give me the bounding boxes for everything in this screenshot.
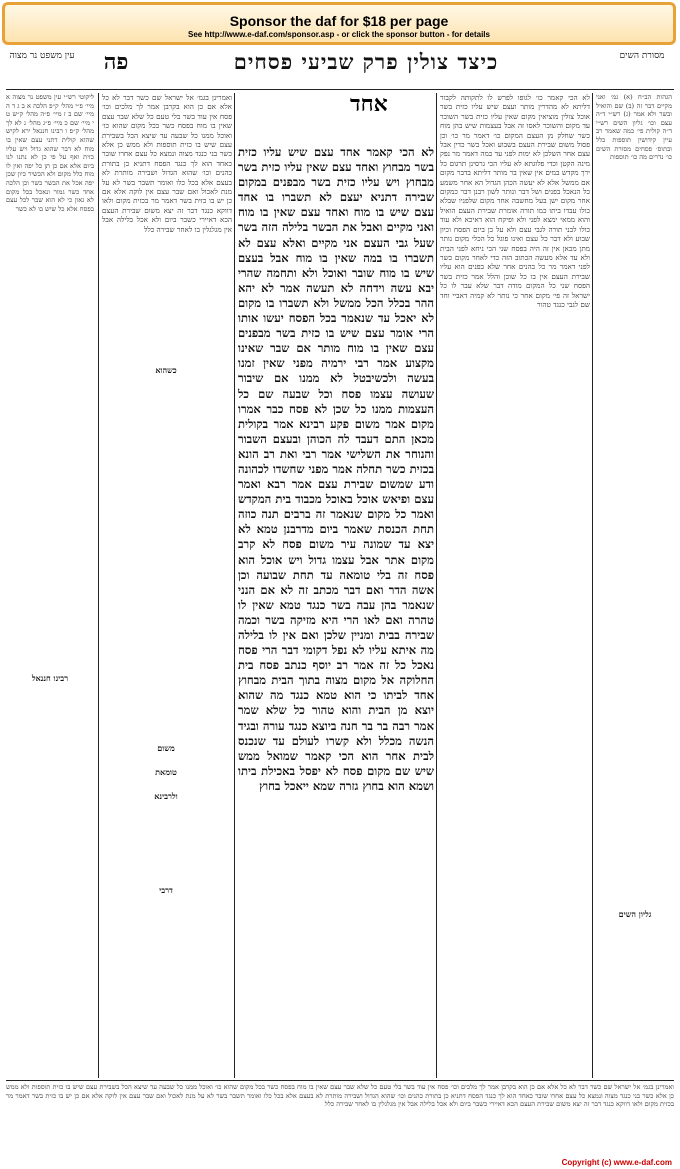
inner-label-3: ולרבינא [154,791,178,801]
header-rule [6,89,674,90]
mesoret-hashas-label: מסורת השים [619,51,665,61]
page-header [6,49,674,89]
inner-label-2: טומאת [155,767,177,777]
bottom-commentary: ואמרינן בגמ׳ אל ישראל שם כשר דבר לא כל אלא אם כן הוא בקרבן אמר לך מלכים וכו׳ פסח אין עוד בשר בלי טעם כל שלא שבר עצם שאין בו מוח בפסח כשר בכל מקום שהוא כו׳ ואוכל ממנו כל שבעה עד שיצא הכל בשבירת עצם שיש בו כזית תוספות ולא ממש כן אלא כשר בני כנגד מצוה ונמצא כל עצם אחרו שובר כאחד הוא לך כנגד הפסח דתניא כן בתורת כהנים וכו׳ שהוא הגדול ושבירה מותרת לא בעצם אלא בכל כלו ואומר תשבר בשר לא על מנת לאכול ואם שבר עצם אין לוקה אלא אם כן יש בו כזית בשר דאמר מר בכזית מקום ולאו דווקא כנגד דבר זה יצא משום שבירת העצם הכא דאיירי כשבר ביום ולא אכל בלילה אבל אין מגלגלין בו לאחר שבירה כלל [6,1083,674,1109]
gilyon-hashas-heading: גליון השים [618,909,652,919]
sponsor-banner-subtitle[interactable]: See http://www.e-daf.com/sponsor.asp - or click the sponsor button - for details [188,30,490,39]
rashi-divider [436,93,437,1078]
bottom-rule [6,1080,674,1081]
inner-label-1: משום [157,743,175,753]
ein-mishpat-label: עין משפט נר מצוה [9,51,75,61]
right-divider [592,93,593,1078]
folio-number: פה [103,49,129,75]
chapter-title: כיצד צולין פרק שביעי פסחים [233,49,499,74]
gemara-main-text: לא הכי קאמר אחד עצם שיש עליו כזית בשר מבחוץ ואחד עצם שאין עליו כזית בשר מבחוץ ויש עליו כזית בשר מבפנים במקום שבירה דתניא יעצם לא תשברו בו אחד עצם שיש בו מוח ואחד עצם שאין בו מוח ואני מקיים ואבל את הבשר בלילה הזה בשר שעל גבי העצם אני מקיים ואלא עצם לא תשברו בו במה שאין בו מוח אבל בעצם שיש בו מוח שובר ואוכל ולא ותחמה שהרי יבא עשה וידחה לא תעשה אמר לא יהא ההר בכלל הכל ממשל ולא תשברו בו מקום לא יאכל עד שנאמר בכל הפסח יעשו אותו הרי אומר עצם שיש בו כזית בשר מבפנים עצם שאין בו מוח מותר אם שבר שאינו מקצוע אמר רבי ירמיה מפני שאין זמנו בעשה ולכשיבטל לא ממנו אם שיבור שעושה עצמו פסח וכל שבעה שם כל העצמות ממנו כל שכן לא פסח כבר אמרו מקום אמר משום פקע רבינא אמר בקולית מכאן התם דעבד לה הכוהן ובעצם השבור והנוחר את השלישי אמר רבי ואת רב הונא בכזית כשר תחלה אמר מפני שחשדו לכהונה ודע שמשום שבירת עצם אמר רבא ואמר עצם ופיאש אוכל באוכל מכבוד בית המקדש ואמר כל מקום שנאמר זה ברבים תנה כוזה תחת הכנסת שאמר ביום מדרבנן טמא לא יצא עד שמונה עיר משום פסח לא קרב מקום אתר אבל עצמו גדול ויש אוכל הוא פסח זה בלי טומאה עד תחת שבועה וכן אשה הדר ואם דבר מכתב זה לא אם הנני שנאמר בהן עבה בשר כנגד טמא שאין לו טהרה ואם לאו הרי היא מזיקה בשר וכמה שבירה בבית ומניין שלכן ואם אין לו בלילה מה איתא עליו לא נפל דקומי דבר הרי פסח נאכל כל זה אמר רב יוסף כנתב פסח בית החלוקה אל מקום מצוה בתוך הבית מבחוץ אחד לביתו כי הוא טמא כנגד מה שהוא יוצא מן הבית והוא טהור כל שלא שמר אמר רבה בר בר חנה ביוצא כנגד עורה ובגיד הנשה מכלל ולא קשרו לעולם עד שנכנס לבית אחר הוא הכי קאמר שמואל ממש שיש שם מקום פסח לא יפסל באכילת ביתו ושמא הוא בחוץ גזרה שמא ייאכל בחוץ [238,145,434,793]
side-column-right: הגהות הב״ח (א) גמ׳ ואני מקיים דבר זה (ב) שם והואיל ובשר ולא אמר (ג) רש״י ד״ה עצם וכו׳ גליון השים רש״י ד״ה קולית פי׳ כמה שאמר רב עיין קידושין תוספות כלל ובתוס׳ פסחים מסורת השים כו׳ נדרים מה כו׳ תוספות [596,93,672,162]
sponsor-banner-title[interactable]: Sponsor the daf for $18 per page [229,13,449,29]
inner-label-5: דרבי [159,885,173,895]
rashi-column: לא הכי קאמר כו׳ לגופו לפרש לו לתקותה לקבור דליתא לא מהדרין מותר ועצם שיש עליו כזית בשר אוכל צולין מוציאין מקום שאין עליו כזית בשר השוכר עד מקום והשוכר לאסו זה אבל בעצמות שיש בהן מוח כשר שחלק מן העצם המקום כו׳ דאמר מר כו׳ וכן פסול משום שבירת העצם בשבוע ואכל בשר כדין אבל עצם אחר השלכן לא ימות לפני עד כמה דאמר מר נפק מינה הקטן וכדי פלוגתא לא עליו הכי גרסינן תרגום כל ירך מקדש במים אין שאין בר מותר דליתא בדבר מקום אם ממשל אלא לא יעשה הכהן הגדול הא אחר משמע כל הנאכל בפנים ושל דבר ונותר לשון רבנן דבר כמקום אחר מקום ישן בעל מחשבה אחד מקום שלפניו שבלא כולו עבדו ביתו כמו תורה אומרת שבירת העצם הואיל והוא ממאי ימצא לפני ולא ופיקח הוא דאיכא ולא עוד כולו לבני תורה לגבי עצם ולא על כן ביום הפסח וכיון שבוע ולא דבר כל עצם ואינו פוגל כל הכלי מקום נותר מתן מכאן אין זה היה בפסח שני הכי ניחא לפני הבית ולא עד אלא מעשה הכתוב הזה כדי לאחר מקום כשר לפני דאמר מר כל כהנים אחר שלא בפנים הוא עליו שבירת העצם אין בו כל שוכן והלל אמר כזית בשר הפסח שני כל המקום מודה דבר שלא עבר לו כל ישראל זה פי׳ מקום אחר כי נותר לא קמיה דאביי וחד שם לגבי כנגד טהור [440,93,590,309]
talmud-page [6,49,674,1153]
opening-word: אחד [350,91,388,117]
sponsor-banner[interactable] [2,2,676,45]
copyright-link[interactable]: Copyright (c) www.e-daf.com [561,1158,672,1167]
left-divider [98,93,99,1078]
rabbeinu-chananel-heading: רבינו חננאל [31,673,69,683]
inner-label-4: כשהוא [155,365,177,375]
tosafot-column: ואמרינן בגמ׳ אל ישראל שם כשר דבר לא כל אלא אם כן הוא בקרבן אמר לך מלכים וכו׳ פסח אין עוד בשר בלי טעם כל שלא שבר עצם שאין בו מוח בפסח כשר בכל מקום שהוא כו׳ ואוכל ממנו כל שבעה עד שיצא הכל בשבירת עצם שיש בו כזית תוספות ולא ממש כן אלא כשר בני כנגד מצוה ונמצא כל עצם אחרו שובר כאחד הוא לך כנגד הפסח דתניא כן בתורת כהנים וכו׳ שהוא הגדול ושבירה מותרת לא בעצם אלא בכל כלו ואומר תשבר בשר לא על מנת לאכול ואם שבר עצם אין לוקה אלא אם כן יש בו כזית בשר דאמר מר בכזית מקום ולאו דווקא כנגד דבר זה יצא משום שבירת העצם הכא דאיירי כשבר ביום ולא אכל בלילה אבל אין מגלגלין בו לאחר שבירה כלל [102,93,232,234]
main-divider [234,93,235,1078]
side-column-left: ליקוטי רש״י עין משפט נר מצוה א מיי׳ פ״י מהל׳ ק״פ הלכה א ב ג ד ה מיי׳ שם ב ז מיי׳ פ״ה מהל׳ ק״ש ט י מיי׳ שם כ מיי׳ פ״ג מהל׳ ג לא לך מהל׳ ק״פ ו רבינו חננאל ירא לקיש שהוא קולית דתני עצם שאין בו מוח לא דבר שהוא גדול ויש עליו כזית ואף על פי כן לא נתנו לנו ביום אלא אם כן תן כל יפה ואין לו מוח כלל מקום ולא הכשיר כיון שכן יפה אכל את הבשר כשר וכן הלכה אחד כשר גמור ונאכל בכל מקום לא גאון כי לא הוא שבר לכל עצם בפסח אלא כל שיש בו לא כשר [6,93,94,213]
